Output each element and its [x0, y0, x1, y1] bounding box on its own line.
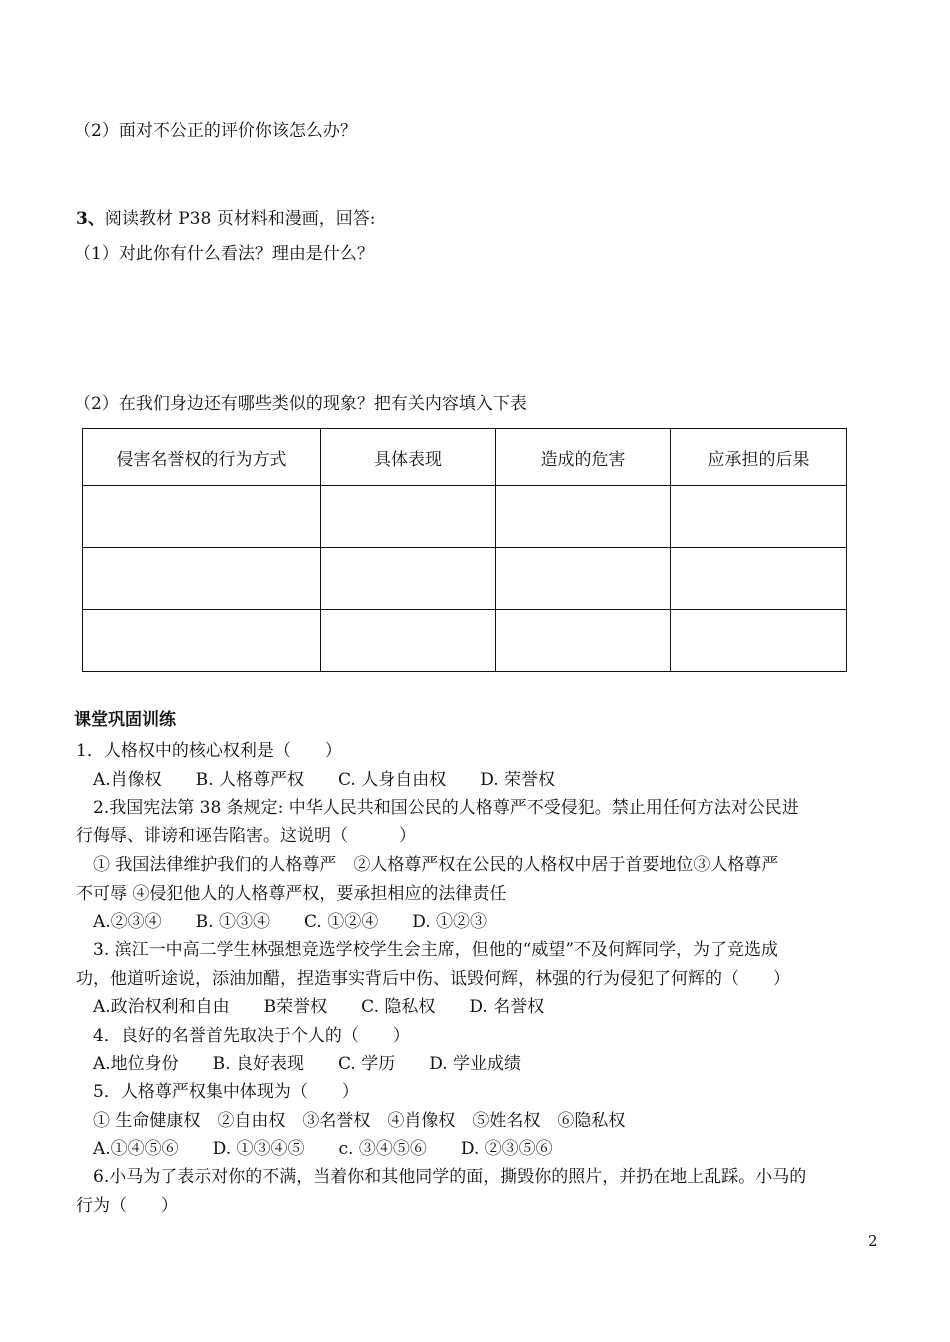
exercise-line: A.地位身份 B. 良好表现 C. 学历 D. 学业成绩: [76, 1054, 522, 1074]
exercise-line: A.①④⑤⑥ D. ①③④⑤ c. ③④⑤⑥ D. ②③⑤⑥: [76, 1139, 553, 1159]
exercise-line: 不可辱 ④侵犯他人的人格尊严权，要承担相应的法律责任: [76, 884, 507, 904]
table-cell[interactable]: [321, 486, 496, 548]
section-3-question-2: （2）在我们身边还有哪些类似的现象？把有关内容填入下表: [74, 394, 527, 414]
exercise-line: 行侮辱、诽谤和诬告陷害。这说明（ ）: [76, 826, 416, 846]
table-row: [83, 610, 847, 672]
exercise-line: A.政治权利和自由 B荣誉权 C. 隐私权 D. 名誉权: [76, 997, 545, 1017]
exercise-line: 2.我国宪法第 38 条规定: 中华人民共和国公民的人格尊严不受侵犯。禁止用任何方法对公民进: [76, 798, 799, 818]
table-cell[interactable]: [321, 610, 496, 672]
exercise-line: 4．良好的名誉首先取决于个人的（ ）: [76, 1026, 410, 1046]
table-cell[interactable]: [83, 548, 321, 610]
exercise-line: A.②③④ B. ①③④ C. ①②④ D. ①②③: [76, 912, 488, 932]
exercise-line: A.肖像权 B. 人格尊严权 C. 人身自由权 D. 荣誉权: [76, 770, 556, 790]
exercise-title: 课堂巩固训练: [74, 710, 176, 730]
exercise-line: 行为（ ）: [76, 1196, 178, 1216]
table-cell[interactable]: [671, 610, 847, 672]
table-cell[interactable]: [496, 610, 671, 672]
section-3-question-1: （1）对此你有什么看法？理由是什么？: [74, 244, 374, 264]
table-header-cell: 侵害名誉权的行为方式: [83, 429, 321, 486]
table-cell[interactable]: [671, 486, 847, 548]
exercise-line: 5．人格尊严权集中体现为（ ）: [76, 1082, 359, 1102]
exercise-line: ① 生命健康权 ②自由权 ③名誉权 ④肖像权 ⑤姓名权 ⑥隐私权: [76, 1111, 626, 1131]
page-number: 2: [868, 1232, 878, 1250]
table-cell[interactable]: [83, 486, 321, 548]
defamation-table: [82, 428, 847, 672]
section-3-number: 3、: [76, 209, 105, 229]
table-cell[interactable]: [83, 610, 321, 672]
table-header-cell: 应承担的后果: [671, 429, 847, 486]
table-cell[interactable]: [496, 548, 671, 610]
table-cell[interactable]: [321, 548, 496, 610]
section-3-prompt: 阅读教材 P38 页材料和漫画，回答:: [104, 209, 376, 229]
exercise-line: 3. 滨江一中高二学生林强想竞选学校学生会主席，但他的“威望”不及何辉同学，为了竞选成: [76, 940, 779, 960]
table-row: [83, 548, 847, 610]
table-header-cell: 具体表现: [321, 429, 496, 486]
section-3-heading: [76, 208, 375, 230]
table-header-row: [83, 429, 847, 486]
question-2-2: （2）面对不公正的评价你该怎么办？: [74, 121, 357, 141]
exercise-line: 1．人格权中的核心权利是（ ）: [76, 741, 342, 761]
table-header-cell: 造成的危害: [496, 429, 671, 486]
exercise-line: 6.小马为了表示对你的不满，当着你和其他同学的面，撕毁你的照片，并扔在地上乱踩。小马的: [76, 1167, 807, 1187]
exercise-line: 功，他道听途说，添油加醋，捏造事实背后中伤、诋毁何辉，林强的行为侵犯了何辉的（ ）: [76, 969, 790, 989]
table-cell[interactable]: [496, 486, 671, 548]
exercise-line: ① 我国法律维护我们的人格尊严 ②人格尊严权在公民的人格权中居于首要地位③人格尊严: [76, 855, 779, 875]
table-row: [83, 486, 847, 548]
table-cell[interactable]: [671, 548, 847, 610]
